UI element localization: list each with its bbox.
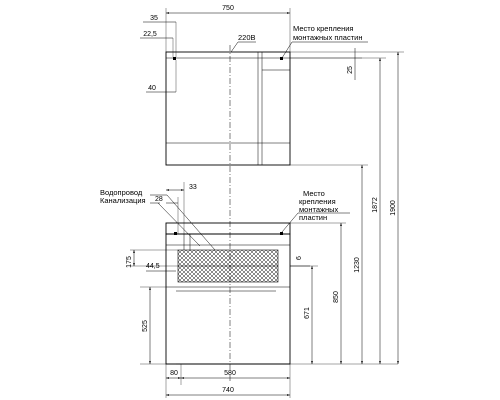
water-supply-label: Водопровод (100, 188, 143, 197)
dim-580 (181, 364, 290, 398)
dim-28 (155, 196, 178, 234)
dim-850-label: 850 (333, 291, 340, 303)
sewer-label: Канализация (100, 196, 146, 205)
mount-note-top-line1: Место крепления (293, 24, 354, 33)
dim-top-40 (146, 60, 176, 92)
mount-point-base-right (280, 232, 283, 235)
dim-671-label: 671 (304, 307, 311, 319)
wall-cabinet (166, 52, 290, 165)
dim-33 (166, 182, 197, 234)
dim-33-label: 33 (189, 184, 197, 191)
dim-750-label: 750 (222, 5, 234, 12)
dim-1230-label: 1230 (354, 257, 361, 273)
dim-6 (290, 256, 310, 266)
dim-80 (166, 364, 181, 398)
dim-525-label: 525 (142, 320, 149, 332)
mount-point-left (173, 57, 176, 60)
dim-44-5 (146, 263, 176, 271)
dim-1230 (290, 165, 368, 364)
dim-850 (290, 223, 346, 364)
dim-top-25 (290, 48, 362, 80)
power-outlet-callout (231, 33, 256, 52)
dim-175-label: 175 (126, 256, 133, 268)
dim-44-5-label: 44,5 (146, 263, 160, 270)
vanity-cabinet (166, 223, 290, 364)
dim-6-label: 6 (296, 256, 303, 260)
mount-note-base-line4: пластин (299, 213, 328, 222)
power-label: 220В (238, 33, 256, 42)
mount-note-base-line1: Место (303, 189, 325, 198)
dim-740-label: 740 (222, 387, 234, 394)
dim-580-label: 580 (224, 370, 236, 377)
mount-point-base-left (174, 232, 177, 235)
dim-525 (140, 287, 176, 364)
dim-top-22-5 (140, 31, 173, 57)
dim-28-label: 28 (155, 196, 163, 203)
mount-callout-base (282, 189, 350, 232)
dim-22-5-label: 22,5 (143, 31, 157, 38)
mount-note-base-line3: монтажных (299, 205, 339, 214)
dim-40-label: 40 (148, 85, 156, 92)
mount-note-base-line2: крепления (299, 197, 336, 206)
dim-1872-label: 1872 (372, 197, 379, 213)
dim-35-label: 35 (150, 15, 158, 22)
dim-671 (290, 266, 318, 364)
dim-top-750 (166, 5, 290, 52)
dim-1900-label: 1900 (390, 200, 397, 216)
dim-740 (166, 387, 290, 395)
dim-25-label: 25 (347, 66, 354, 74)
mount-note-top-line2: монтажных пластин (293, 33, 363, 42)
dim-80-label: 80 (170, 370, 178, 377)
